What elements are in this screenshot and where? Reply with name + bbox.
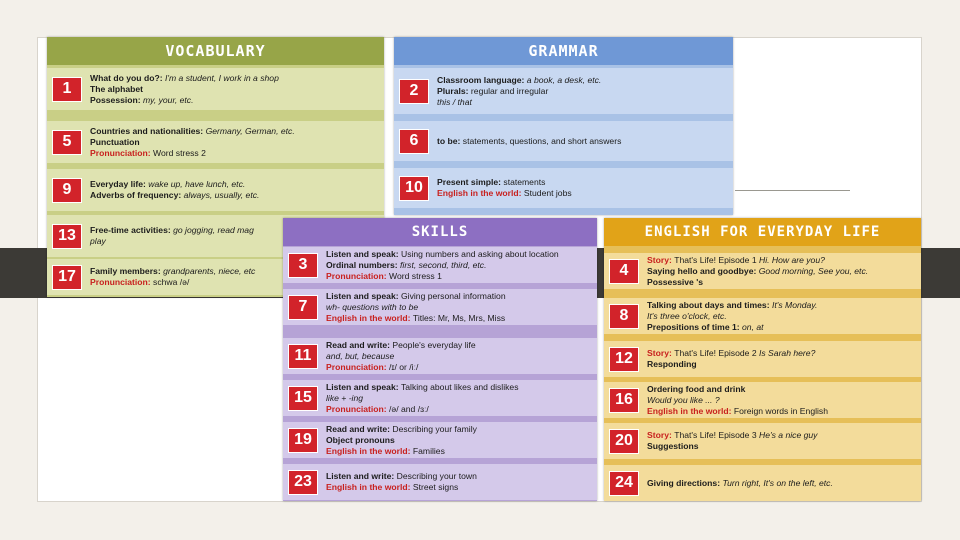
line-segment: Using numbers and asking about location bbox=[400, 248, 559, 259]
line-segment: Prepositions of time 1: bbox=[647, 321, 743, 332]
unit-line bbox=[90, 266, 255, 277]
unit-number: 23 bbox=[289, 471, 317, 494]
line-segment: Story: bbox=[647, 348, 675, 358]
line-segment: like + -ing bbox=[326, 392, 364, 403]
line-segment: Ordering food and drink bbox=[647, 383, 746, 394]
unit-line bbox=[647, 359, 815, 370]
unit-line bbox=[437, 86, 601, 97]
unit-line bbox=[326, 340, 476, 351]
unit-number: 2 bbox=[400, 80, 428, 103]
line-segment: this / that bbox=[437, 96, 472, 107]
line-segment: That's Life! Episode 3 bbox=[674, 430, 759, 440]
line-segment: Good morning, See you, etc. bbox=[758, 265, 869, 276]
line-segment: Pronunciation: bbox=[326, 361, 390, 372]
line-segment: wake up, have lunch, etc. bbox=[148, 179, 246, 189]
line-segment: regular and irregular bbox=[470, 85, 549, 96]
line-segment: grandparents, niece, etc bbox=[163, 266, 256, 276]
unit-number: 12 bbox=[610, 348, 638, 371]
line-segment: /ə/ and /ɜː/ bbox=[389, 403, 429, 414]
unit-line bbox=[326, 404, 519, 415]
unit-line bbox=[326, 313, 506, 324]
line-segment: Classroom language: bbox=[437, 74, 527, 85]
unit-number: 24 bbox=[610, 472, 638, 495]
unit-content bbox=[638, 478, 833, 489]
skills-unit-row bbox=[283, 289, 597, 325]
skills-unit-row bbox=[283, 422, 597, 458]
line-segment: People's everyday life bbox=[392, 339, 476, 350]
line-segment: Possession: bbox=[90, 94, 144, 105]
unit-line bbox=[647, 277, 868, 288]
line-segment: English in the world: bbox=[647, 405, 734, 416]
grammar-unit-row bbox=[394, 68, 733, 114]
decorative-line bbox=[735, 190, 850, 191]
unit-content bbox=[638, 255, 868, 288]
unit-content bbox=[638, 384, 828, 417]
line-segment: Story: bbox=[647, 254, 675, 265]
line-segment: Families bbox=[412, 445, 445, 456]
skills-unit-row bbox=[283, 247, 597, 283]
unit-content bbox=[428, 75, 601, 108]
line-segment: Object pronouns bbox=[326, 434, 395, 445]
line-segment: Word stress 1 bbox=[389, 270, 442, 281]
unit-line bbox=[326, 393, 519, 404]
line-segment: a book, a desk, etc. bbox=[526, 74, 602, 85]
unit-content bbox=[81, 73, 279, 106]
unit-line bbox=[90, 277, 255, 288]
unit-line bbox=[647, 300, 817, 311]
unit-content bbox=[81, 266, 255, 288]
everyday-unit-row bbox=[604, 298, 921, 334]
line-segment: Responding bbox=[647, 359, 697, 369]
unit-line bbox=[647, 266, 868, 277]
unit-number: 20 bbox=[610, 430, 638, 453]
line-segment: It's Monday. bbox=[771, 299, 818, 310]
line-segment: my, your, etc. bbox=[143, 94, 194, 105]
unit-line bbox=[326, 362, 476, 373]
skills-unit-row bbox=[283, 380, 597, 416]
line-segment: Free-time activities: bbox=[90, 225, 174, 235]
line-segment: to be: bbox=[437, 135, 463, 146]
everyday-unit-row bbox=[604, 341, 921, 377]
line-segment: What do you do?: bbox=[90, 72, 165, 83]
unit-number: 13 bbox=[53, 225, 81, 248]
line-segment: wh- questions with to be bbox=[326, 301, 419, 312]
line-segment: schwa /ə/ bbox=[153, 277, 190, 287]
unit-number: 11 bbox=[289, 345, 317, 368]
line-segment: Titles: Mr, Ms, Mrs, Miss bbox=[412, 312, 506, 323]
vocabulary-unit-row bbox=[47, 68, 384, 110]
unit-line bbox=[326, 271, 559, 282]
unit-line bbox=[437, 75, 601, 86]
vocabulary-unit-row bbox=[47, 121, 384, 163]
line-segment: Ordinal numbers: bbox=[326, 259, 401, 270]
unit-line bbox=[326, 471, 477, 482]
unit-line bbox=[647, 311, 817, 322]
unit-number: 6 bbox=[400, 130, 428, 153]
line-segment: Listen and speak: bbox=[326, 290, 401, 301]
line-segment: Describing your town bbox=[396, 471, 477, 481]
unit-line bbox=[90, 190, 259, 201]
everyday-life-header: ENGLISH FOR EVERYDAY LIFE bbox=[604, 218, 921, 246]
unit-line bbox=[326, 291, 506, 302]
unit-content bbox=[428, 177, 572, 199]
unit-line bbox=[326, 435, 477, 446]
line-segment: English in the world: bbox=[437, 188, 524, 198]
line-segment: Describing your family bbox=[392, 423, 477, 434]
unit-number: 1 bbox=[53, 78, 81, 101]
unit-number: 7 bbox=[289, 296, 317, 319]
line-segment: Would you like ... ? bbox=[647, 394, 720, 405]
unit-content bbox=[638, 348, 815, 370]
unit-content bbox=[428, 136, 621, 147]
line-segment: Turn right, It's on the left, etc. bbox=[722, 477, 833, 488]
everyday-unit-row bbox=[604, 465, 921, 501]
unit-line bbox=[437, 188, 572, 199]
line-segment: Family members: bbox=[90, 266, 164, 276]
line-segment: Pronunciation: bbox=[326, 403, 390, 414]
line-segment: Present simple: bbox=[437, 177, 504, 187]
line-segment: Adverbs of frequency: bbox=[90, 190, 184, 200]
line-segment: Talking about likes and dislikes bbox=[400, 381, 519, 392]
unit-number: 16 bbox=[610, 389, 638, 412]
unit-number: 19 bbox=[289, 429, 317, 452]
line-segment: Pronunciation: bbox=[90, 277, 154, 287]
unit-line bbox=[647, 406, 828, 417]
unit-line bbox=[90, 225, 254, 236]
line-segment: Giving directions: bbox=[647, 477, 723, 488]
line-segment: Read and write: bbox=[326, 423, 393, 434]
line-segment: go jogging, read mag bbox=[173, 225, 254, 235]
grammar-unit-row bbox=[394, 121, 733, 161]
line-segment: Suggestions bbox=[647, 441, 699, 451]
line-segment: He's a nice guy bbox=[758, 430, 818, 440]
skills-panel bbox=[283, 218, 597, 501]
grammar-header: GRAMMAR bbox=[394, 37, 733, 65]
line-segment: Student jobs bbox=[523, 188, 572, 198]
unit-line bbox=[90, 137, 295, 148]
unit-content bbox=[317, 424, 477, 457]
line-segment: play bbox=[90, 236, 106, 246]
line-segment: Read and write: bbox=[326, 339, 393, 350]
unit-line bbox=[90, 236, 254, 247]
unit-line bbox=[90, 73, 279, 84]
line-segment: Countries and nationalities: bbox=[90, 125, 206, 136]
skills-unit-row bbox=[283, 338, 597, 374]
unit-line bbox=[647, 441, 817, 452]
unit-line bbox=[437, 177, 572, 188]
line-segment: That's Life! Episode 2 bbox=[674, 348, 759, 358]
line-segment: I'm a student, I work in a shop bbox=[164, 72, 279, 83]
line-segment: That's Life! Episode 1 bbox=[674, 254, 759, 265]
everyday-unit-row bbox=[604, 423, 921, 459]
line-segment: Possessive 's bbox=[647, 276, 704, 287]
unit-line bbox=[647, 348, 815, 359]
everyday-unit-row bbox=[604, 253, 921, 289]
skills-unit-row bbox=[283, 464, 597, 500]
unit-content bbox=[638, 430, 817, 452]
line-segment: first, second, third, etc. bbox=[400, 259, 487, 270]
unit-line bbox=[647, 395, 828, 406]
unit-line bbox=[90, 148, 295, 159]
unit-line bbox=[437, 97, 601, 108]
line-segment: Story: bbox=[647, 430, 675, 440]
line-segment: Listen and speak: bbox=[326, 381, 401, 392]
unit-line bbox=[326, 260, 559, 271]
unit-number: 4 bbox=[610, 260, 638, 283]
unit-line bbox=[437, 136, 621, 147]
unit-content bbox=[317, 291, 506, 324]
line-segment: /ɪ/ or /iː/ bbox=[389, 361, 419, 372]
line-segment: English in the world: bbox=[326, 445, 413, 456]
unit-line bbox=[326, 482, 477, 493]
everyday-life-panel bbox=[604, 218, 921, 501]
unit-number: 17 bbox=[53, 266, 81, 289]
everyday-unit-row bbox=[604, 382, 921, 418]
line-segment: The alphabet bbox=[90, 83, 144, 94]
unit-content bbox=[81, 126, 295, 159]
unit-content bbox=[317, 382, 519, 415]
unit-number: 3 bbox=[289, 254, 317, 277]
vocabulary-header: VOCABULARY bbox=[47, 37, 384, 65]
unit-number: 9 bbox=[53, 179, 81, 202]
line-segment: Giving personal information bbox=[400, 290, 506, 301]
unit-line bbox=[326, 351, 476, 362]
skills-header: SKILLS bbox=[283, 218, 597, 246]
line-segment: Talking about days and times: bbox=[647, 299, 772, 310]
line-segment: Punctuation bbox=[90, 136, 140, 147]
unit-content bbox=[81, 225, 254, 247]
unit-line bbox=[326, 249, 559, 260]
unit-number: 10 bbox=[400, 177, 428, 200]
unit-line bbox=[326, 302, 506, 313]
line-segment: Everyday life: bbox=[90, 179, 149, 189]
line-segment: Word stress 2 bbox=[153, 147, 206, 158]
line-segment: statements bbox=[503, 177, 546, 187]
unit-line bbox=[90, 126, 295, 137]
line-segment: Is Sarah here? bbox=[758, 348, 816, 358]
unit-content bbox=[317, 249, 559, 282]
line-segment: English in the world: bbox=[326, 482, 413, 492]
unit-line bbox=[90, 179, 259, 190]
unit-number: 5 bbox=[53, 131, 81, 154]
unit-line bbox=[326, 424, 477, 435]
line-segment: statements, questions, and short answers bbox=[462, 135, 622, 146]
line-segment: always, usually, etc. bbox=[183, 190, 260, 200]
unit-line bbox=[647, 430, 817, 441]
line-segment: English in the world: bbox=[326, 312, 413, 323]
line-segment: Listen and write: bbox=[326, 471, 397, 481]
line-segment: Foreign words in English bbox=[733, 405, 828, 416]
unit-number: 8 bbox=[610, 305, 638, 328]
grammar-unit-row bbox=[394, 168, 733, 208]
unit-content bbox=[317, 340, 476, 373]
line-segment: Listen and speak: bbox=[326, 248, 401, 259]
unit-number: 15 bbox=[289, 387, 317, 410]
vocabulary-unit-row bbox=[47, 169, 384, 211]
line-segment: Street signs bbox=[412, 482, 459, 492]
unit-line bbox=[90, 95, 279, 106]
unit-content bbox=[638, 300, 817, 333]
line-segment: It's three o'clock, etc. bbox=[647, 310, 727, 321]
unit-line bbox=[647, 478, 833, 489]
unit-line bbox=[647, 255, 868, 266]
line-segment: on, at bbox=[742, 321, 764, 332]
unit-line bbox=[326, 446, 477, 457]
grammar-panel bbox=[394, 37, 733, 215]
line-segment: Pronunciation: bbox=[326, 270, 390, 281]
line-segment: Germany, German, etc. bbox=[205, 125, 295, 136]
line-segment: and, but, because bbox=[326, 350, 395, 361]
line-segment: Saying hello and goodbye: bbox=[647, 265, 759, 276]
unit-line bbox=[326, 382, 519, 393]
line-segment: Hi. How are you? bbox=[758, 254, 825, 265]
unit-content bbox=[81, 179, 259, 201]
line-segment: Plurals: bbox=[437, 85, 471, 96]
unit-line bbox=[647, 322, 817, 333]
unit-content bbox=[317, 471, 477, 493]
unit-line bbox=[90, 84, 279, 95]
line-segment: Pronunciation: bbox=[90, 147, 154, 158]
unit-line bbox=[647, 384, 828, 395]
